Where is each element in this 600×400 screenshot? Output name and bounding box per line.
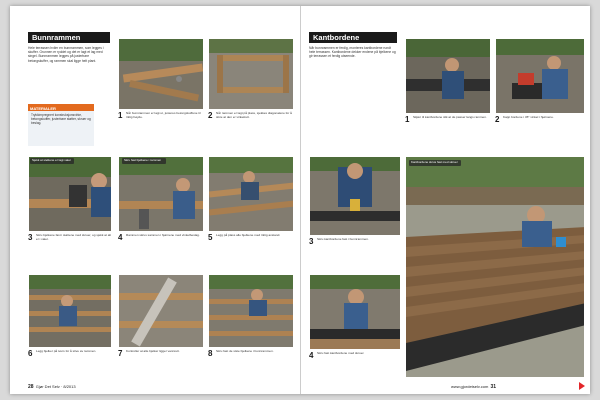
caption-edge-step-1 <box>405 115 491 124</box>
step-text: Kapp bordene i 45° vinkel i hjørnene. <box>503 115 554 119</box>
step-text: Legg på plass alle bjelkene med riktig avstand. <box>216 233 281 237</box>
photo-edge-step-3 <box>309 156 401 236</box>
page-number: 28 <box>28 384 34 390</box>
step-text: Kontroller at alle bjelker ligger vannrett. <box>126 349 180 353</box>
photo-step-6 <box>28 274 112 348</box>
step-text: Skru fast kantbordene med skruer. <box>317 351 365 355</box>
step-text: Skru kantbordene fast i bunnrammen. <box>317 237 369 241</box>
caption-step-7 <box>118 349 204 358</box>
photo-step-8 <box>208 274 294 348</box>
photo-finished-deck <box>405 156 585 378</box>
step-number: 2 <box>495 115 500 124</box>
step-text: Skru bjelkene fast i støttene med skruer, og sjekk at alt er i vater. <box>36 233 111 241</box>
materials-text: Trykkimpregnert konstruksjonsvirke, betongskuffer, justerbare støtter, skruer og beslag. <box>31 113 91 125</box>
step-number: 2 <box>208 111 213 120</box>
left-page <box>10 6 300 394</box>
page-footer-left <box>28 384 76 390</box>
step-number: 7 <box>118 349 123 358</box>
caption-step-8 <box>208 349 294 358</box>
caption-step-3 <box>28 234 112 242</box>
section-title-kantbordene: Kantbordene <box>309 32 397 43</box>
section-title-bunnrammen: Bunnrammen <box>28 32 110 43</box>
step-text: Skjær til kantbordene slik at de passer langs rammen. <box>413 115 487 119</box>
photo-edge-step-2 <box>495 38 585 114</box>
step-text: Legg bjelker på tvers for å stive av rammen. <box>36 349 97 353</box>
photo-step-2 <box>208 38 294 110</box>
page-number: 31 <box>490 384 497 390</box>
step-text: Skru fast de siste bjelkene i bunnrammen. <box>216 349 274 353</box>
materials-box <box>28 104 94 146</box>
caption-edge-step-2 <box>495 115 585 124</box>
step-number: 1 <box>405 115 410 124</box>
step-number: 1 <box>118 111 123 120</box>
intro-text: Hele terrassen hviler en bunnrammen, som legges i skuffer. Grunnen er ryddet og det er lagt et lag med singel. Bunnrammen legges på justerbare betongskuffer, og rammen skal ligge helt plant. <box>28 46 104 63</box>
caption-edge-step-4 <box>309 351 401 360</box>
caption-step-1 <box>118 112 204 120</box>
caption-step-6 <box>28 349 112 358</box>
website: www.gjordetselv.com <box>451 384 489 389</box>
materials-title: MATERIALER <box>28 106 94 111</box>
next-page-arrow-icon[interactable] <box>579 382 585 390</box>
step-number: 4 <box>118 233 123 242</box>
photo-step-3 <box>28 156 112 232</box>
callout-edge: Kantbordene skrus fast med skruer <box>409 160 461 166</box>
page-footer-right <box>451 384 496 390</box>
caption-step-2 <box>208 112 294 120</box>
step-number: 4 <box>309 351 314 360</box>
photo-step-1 <box>118 38 204 110</box>
magazine-spread <box>10 6 590 394</box>
caption-step-4 <box>118 233 204 242</box>
callout-screw: Skru fast bjelkene i rammen <box>122 158 166 164</box>
step-number: 5 <box>208 233 213 242</box>
step-number: 8 <box>208 349 213 358</box>
step-text: Rammen skrus sammen i hjørnene med vinkelbeslag. <box>126 233 200 237</box>
photo-edge-step-4 <box>309 274 401 350</box>
photo-step-4 <box>118 156 204 232</box>
callout-level: Sjekk at støttene er lagt vater <box>30 158 74 164</box>
magazine-issue: Gjør Det Selv · 8/2013 <box>35 384 76 389</box>
step-number: 3 <box>309 237 314 246</box>
photo-step-7 <box>118 274 204 348</box>
step-number: 3 <box>28 233 33 242</box>
caption-edge-step-3 <box>309 237 401 246</box>
step-text: Når bunnrammen er lagt ut, justeres betongskuffene til riktig høyde. <box>126 111 201 119</box>
intro-text: Når bunnrammen er ferdig, monteres kantbordene rundt hele terrassen. Kantbordene dekker endene på bjelkene og gir terrassen et ferdig utseende. <box>309 46 396 59</box>
right-page <box>300 6 590 394</box>
caption-step-5 <box>208 233 294 242</box>
photo-step-5 <box>208 156 294 232</box>
step-text: Når rammen er lagt på plass, sjekkes diagonalene for å sikre at den er vinkelrett. <box>216 111 292 119</box>
step-number: 6 <box>28 349 33 358</box>
photo-edge-step-1 <box>405 38 491 114</box>
